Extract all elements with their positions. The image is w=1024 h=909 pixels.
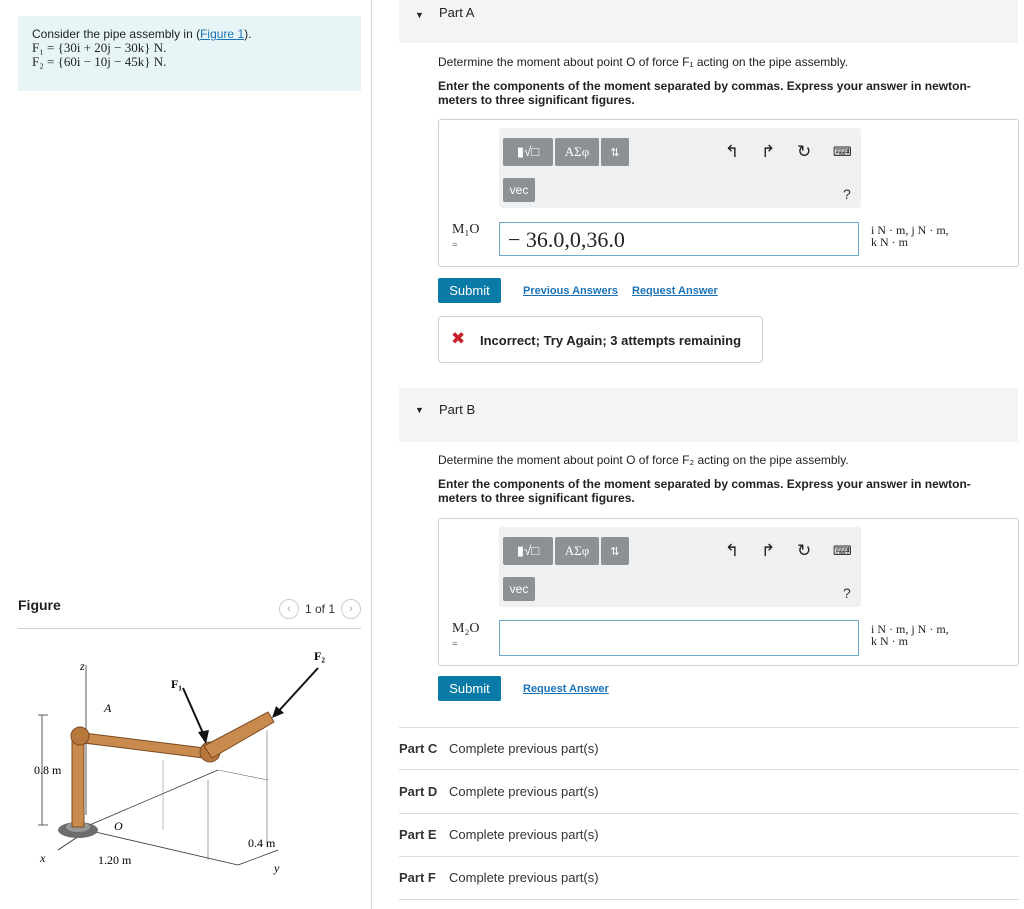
redo-icon[interactable]: ↱ xyxy=(761,142,776,161)
part-a-submit-button[interactable]: Submit xyxy=(438,278,501,303)
part-d-row[interactable]: Part D Complete previous part(s) xyxy=(399,771,1019,814)
problem-intro-end: ). xyxy=(244,27,252,41)
vec-button[interactable]: vec xyxy=(503,577,535,601)
figure-label-z: z xyxy=(80,659,85,673)
greek-button[interactable]: ΑΣφ xyxy=(555,138,599,166)
part-b-submit-button[interactable]: Submit xyxy=(438,676,501,701)
math-toolbar xyxy=(499,128,861,208)
part-a-header[interactable] xyxy=(399,0,1018,43)
part-a-instructions: Enter the components of the moment separated by commas. Express your answer in newton-meters to three significant figures. xyxy=(438,79,971,107)
part-a-variable: M₁O = xyxy=(452,222,480,251)
feedback-message: Incorrect; Try Again; 3 attempts remaining xyxy=(480,333,742,348)
figure-label-f2: F₂ xyxy=(314,649,325,663)
part-b-answer-box xyxy=(438,518,1019,666)
force-f2: F₂ = {60i − 10j − 45k} N. xyxy=(32,54,167,69)
reset-icon[interactable]: ↻ xyxy=(797,142,812,161)
chevron-left-icon[interactable]: ‹ xyxy=(279,599,299,619)
redo-icon[interactable]: ↱ xyxy=(761,541,776,560)
undo-icon[interactable]: ↰ xyxy=(725,541,740,560)
templates-button[interactable]: ▮√□ xyxy=(503,138,553,166)
help-icon[interactable]: ? xyxy=(843,186,851,202)
problem-statement xyxy=(18,16,361,91)
part-b-units: i N · m, j N · m, k N · m xyxy=(871,622,949,648)
part-b-instructions: Enter the components of the moment separated by commas. Express your answer in newton-meters to three significant figures. xyxy=(438,477,971,505)
problem-intro: Consider the pipe assembly in ( xyxy=(32,27,201,41)
figure-title: Figure xyxy=(18,597,61,613)
figure-label-f1: F₁ xyxy=(171,677,182,691)
arrows-button[interactable]: ⇅ xyxy=(601,138,629,166)
templates-button[interactable]: ▮√□ xyxy=(503,537,553,565)
part-a-feedback xyxy=(438,316,763,363)
arrows-button[interactable]: ⇅ xyxy=(601,537,629,565)
greek-button[interactable]: ΑΣφ xyxy=(555,537,599,565)
figure-header xyxy=(18,597,361,629)
caret-down-icon: ▼ xyxy=(415,405,424,415)
reset-icon[interactable]: ↻ xyxy=(797,541,812,560)
figure-label-d2: 0.4 m xyxy=(248,836,276,850)
figure-label-x: x xyxy=(40,851,46,865)
pipe-assembly-figure xyxy=(18,640,361,895)
part-a-question: Determine the moment about point O of force F₁ acting on the pipe assembly. xyxy=(438,55,849,69)
caret-down-icon: ▼ xyxy=(415,10,424,20)
figure-label-d1: 1.20 m xyxy=(98,853,132,867)
part-a-answer-box xyxy=(438,119,1019,267)
figure-label-o: O xyxy=(114,819,123,833)
math-toolbar xyxy=(499,527,861,607)
keyboard-icon[interactable]: ⌨ xyxy=(833,144,852,159)
undo-icon[interactable]: ↰ xyxy=(725,142,740,161)
part-b-header[interactable] xyxy=(399,388,1018,442)
x-mark-icon: ✖ xyxy=(451,329,466,348)
left-panel xyxy=(0,0,372,909)
force-f1: F₁ = {30i + 20j − 30k} N. xyxy=(32,40,167,55)
part-b-answer-input[interactable] xyxy=(499,620,859,656)
part-a-answer-input[interactable]: − 36.0,0,36.0 xyxy=(499,222,859,256)
part-e-row[interactable]: Part E Complete previous part(s) xyxy=(399,814,1019,857)
figure-label-a: A xyxy=(104,701,112,715)
part-b-question: Determine the moment about point O of force F₂ acting on the pipe assembly. xyxy=(438,453,849,467)
help-icon[interactable]: ? xyxy=(843,585,851,601)
figure-label-height: 0.8 m xyxy=(34,763,62,777)
part-a-units: i N · m, j N · m, k N · m xyxy=(871,223,949,249)
chevron-right-icon[interactable]: › xyxy=(341,599,361,619)
vec-button[interactable]: vec xyxy=(503,178,535,202)
figure-pager xyxy=(279,599,361,619)
figure-link[interactable]: Figure 1 xyxy=(200,27,245,41)
previous-answers-link[interactable]: Previous Answers xyxy=(523,285,618,297)
part-a-label: Part A xyxy=(439,5,475,20)
figure-label-y: y xyxy=(274,861,280,875)
part-b-variable: M₂O = xyxy=(452,621,480,650)
part-f-row[interactable]: Part F Complete previous part(s) xyxy=(399,857,1019,900)
part-a-request-answer-link[interactable]: Request Answer xyxy=(632,285,718,297)
figure-page-count: 1 of 1 xyxy=(304,602,335,616)
part-b-request-answer-link[interactable]: Request Answer xyxy=(523,683,609,695)
part-c-row[interactable]: Part C Complete previous part(s) xyxy=(399,727,1019,770)
keyboard-icon[interactable]: ⌨ xyxy=(833,543,852,558)
part-b-label: Part B xyxy=(439,402,476,417)
